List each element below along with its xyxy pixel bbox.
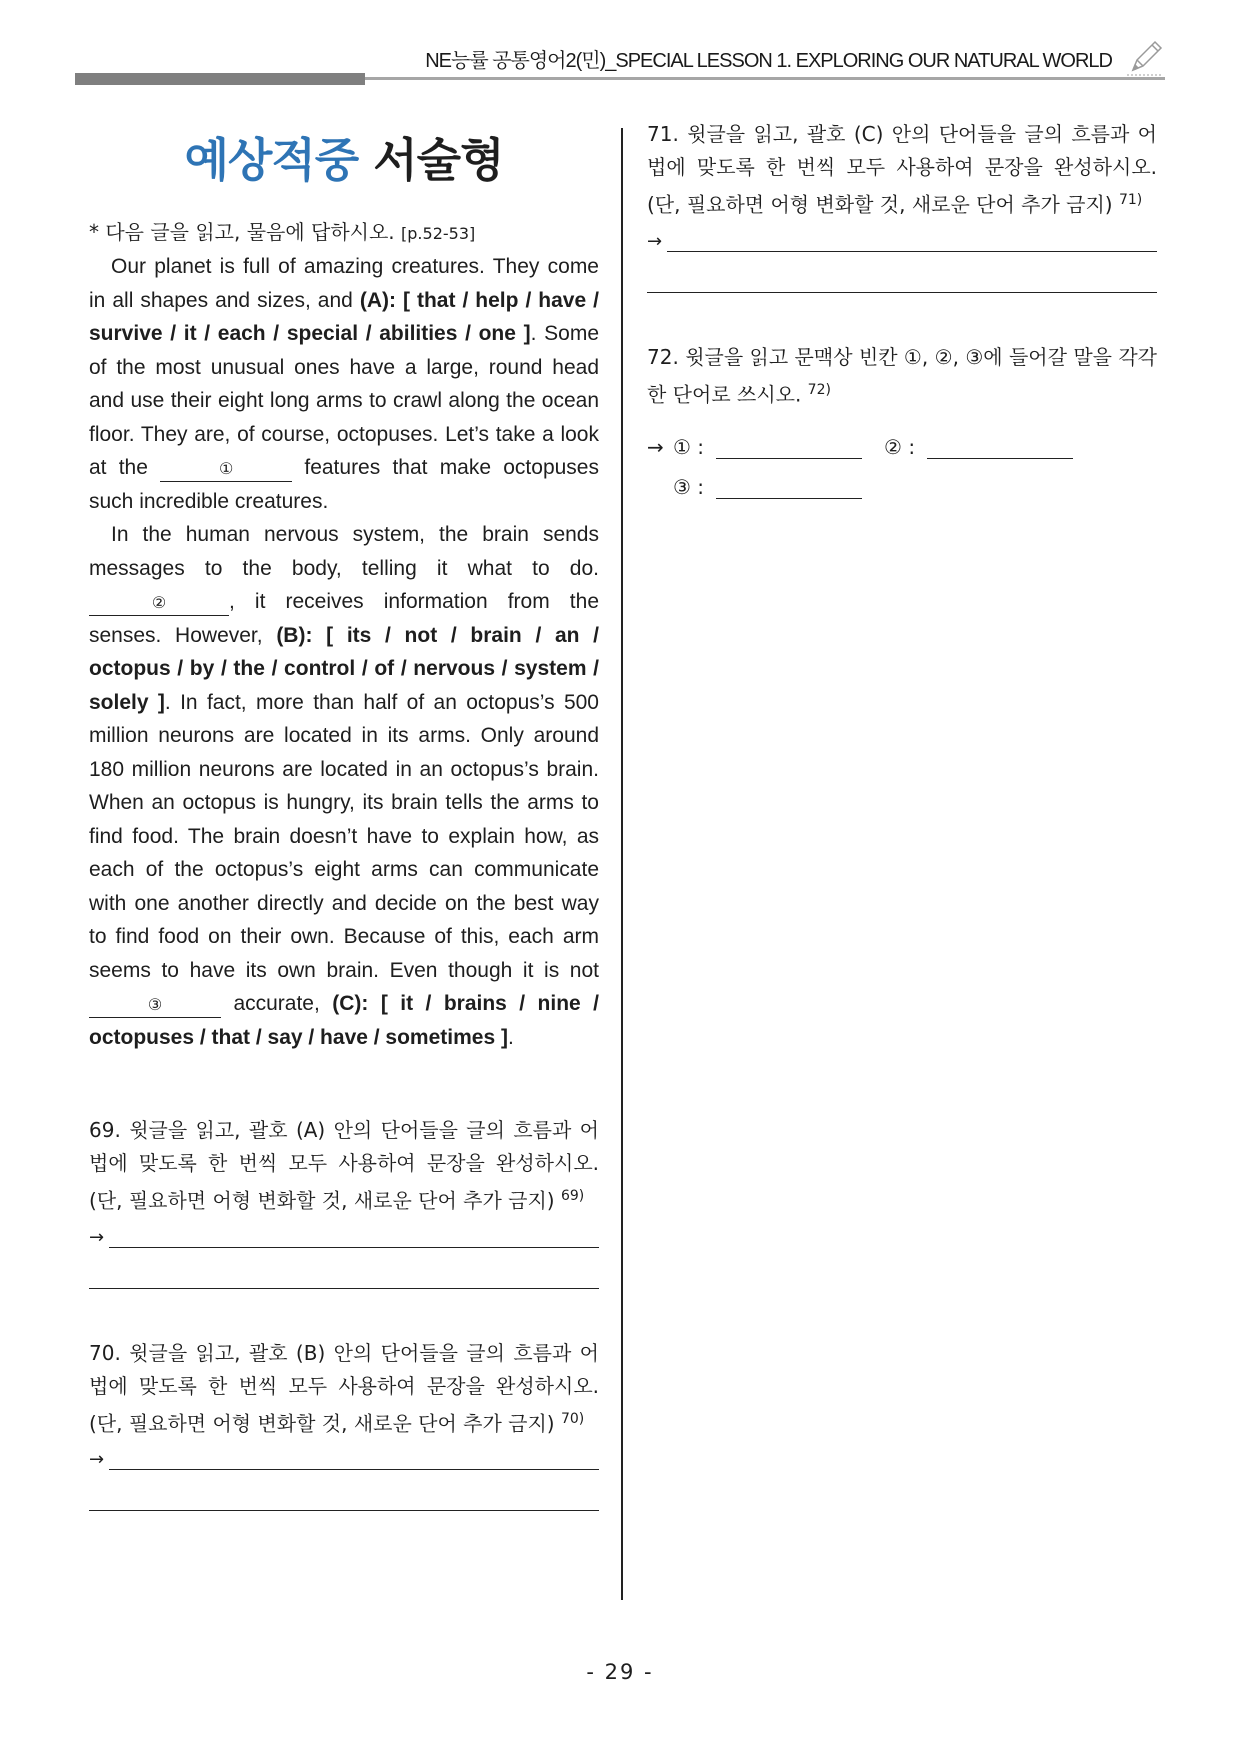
section-title — [89, 124, 599, 190]
answer-line-71-extra[interactable] — [647, 292, 1157, 293]
header-rule-thin — [365, 77, 1165, 80]
question-69-text: 69. 윗글을 읽고, 괄호 (A) 안의 단어들을 글의 흐름과 어법에 맞도록 한 번씩 모두 사용하여 문장을 완성하시오. (단, 필요하면 어형 변화할 것, 새로운 단어 추가 금지) — [89, 1118, 599, 1213]
question-text — [89, 1114, 599, 1218]
question-72-note: 72) — [807, 381, 831, 398]
question-71-text: 71. 윗글을 읽고, 괄호 (C) 안의 단어들을 글의 흐름과 어법에 맞도록 한 번씩 모두 사용하여 문장을 완성하시오. (단, 필요하면 어형 변화할 것, 새로운 단어 추가 금지) — [647, 122, 1157, 217]
arrow-icon: → — [89, 1226, 105, 1248]
question-70-text: 70. 윗글을 읽고, 괄호 (B) 안의 단어들을 글의 흐름과 어법에 맞도록 한 번씩 모두 사용하여 문장을 완성하시오. (단, 필요하면 어형 변화할 것, 새로운 단어 추가 금지) — [89, 1340, 599, 1436]
passage-paragraph-2 — [89, 518, 599, 1054]
arrow-icon: → — [647, 230, 663, 252]
question-71-note: 71) — [1118, 192, 1143, 208]
blank-1: ① — [160, 459, 292, 482]
right-column — [647, 118, 1157, 499]
passage-text: accurate, — [233, 992, 320, 1015]
answer-line-69[interactable] — [89, 1218, 599, 1248]
answer-line-71[interactable] — [647, 222, 1157, 252]
word-bank-c: (C): [ it / brains / nine / octopuses / that / say / have / sometimes ] — [89, 992, 599, 1049]
answer-line-70[interactable] — [89, 1440, 599, 1470]
instruction — [89, 216, 599, 250]
question-71 — [647, 118, 1157, 293]
answer-line-69-extra[interactable] — [89, 1288, 599, 1289]
passage-paragraph-1 — [89, 250, 599, 518]
question-69 — [89, 1114, 599, 1289]
arrow-icon: → — [647, 435, 664, 460]
fill-line-2[interactable] — [927, 457, 1073, 459]
page-number: - 29 - — [586, 1660, 654, 1684]
word-bank-b: (B): [ its / not / brain / an / octopus / by / the / control / of / nervous / system / solely ] — [89, 623, 599, 714]
reading-passage — [89, 250, 599, 1054]
page-reference: [p.52-53] — [401, 224, 476, 243]
column-divider — [621, 128, 623, 1600]
question-70-note: 70) — [560, 1410, 585, 1427]
blank-label-1: ① : — [673, 435, 705, 460]
passage-text: In the human nervous system, the brain sends messages to the body, telling it what to do. — [89, 523, 599, 580]
arrow-icon: → — [89, 1449, 105, 1471]
header-rule-thick — [75, 73, 365, 85]
fill-line-1[interactable] — [716, 457, 862, 459]
passage-text: Our planet is full of amazing creatures. They come in all shapes and sizes, and — [89, 255, 599, 312]
instruction-text: * 다음 글을 읽고, 물음에 답하시오. — [89, 220, 395, 244]
fill-row-2 — [647, 465, 1157, 499]
passage-text: . Some of the most unusual ones have a large, round head and use their eight long arms to crawl along the ocean floor. They are, of course, octopuses. Let’s take a look at the — [89, 322, 599, 479]
answer-underline — [109, 1246, 599, 1248]
answer-underline — [667, 250, 1157, 252]
blank-3: ③ — [89, 995, 221, 1018]
question-72-text: 72. 윗글을 읽고 문맥상 빈칸 ①, ②, ③에 들어갈 말을 각각 한 단어로 쓰시오. — [647, 344, 1157, 407]
pencil-icon — [1125, 38, 1165, 78]
fill-line-3[interactable] — [716, 497, 862, 499]
blank-label-2: ② : — [884, 435, 916, 460]
question-text — [647, 341, 1157, 412]
passage-text: . — [507, 1025, 514, 1049]
header-title: NE능률 공통영어2(민)_SPECIAL LESSON 1. EXPLORING OUR NATURAL WORLD — [425, 50, 1112, 72]
question-text — [89, 1337, 599, 1441]
word-bank-a: (A): [ that / help / have / survive / it / each / special / abilities / one ] — [89, 288, 599, 345]
question-70 — [89, 1337, 599, 1512]
question-72 — [647, 341, 1157, 500]
blank-label-3: ③ : — [673, 475, 705, 500]
section-title-rest: 서술형 — [373, 133, 504, 187]
blank-2: ② — [89, 593, 229, 616]
passage-text: , it receives information from the senses. However, — [89, 590, 599, 647]
answer-underline — [109, 1468, 599, 1470]
passage-text: features that make octopuses such incredible creatures. — [89, 456, 599, 513]
answer-line-70-extra[interactable] — [89, 1510, 599, 1511]
fill-row-1 — [647, 425, 1157, 459]
passage-text: . In fact, more than half of an octopus’s 500 million neurons are located in its arms. Only around 180 million neurons are located in an octopus’s brain. When an octopus is hungry, its brain tells the arms to find food. The brain doesn’t have to explain how, as each of the octopus’s eight arms can communicate with one another directly and decide on the best way to find food on their own. Because of this, each arm seems to have its own brain. Even though it is not — [89, 690, 599, 982]
question-text — [647, 118, 1157, 222]
section-title-highlight: 예상적중 — [184, 133, 359, 187]
left-column — [89, 124, 599, 1511]
question-69-note: 69) — [560, 1188, 585, 1204]
